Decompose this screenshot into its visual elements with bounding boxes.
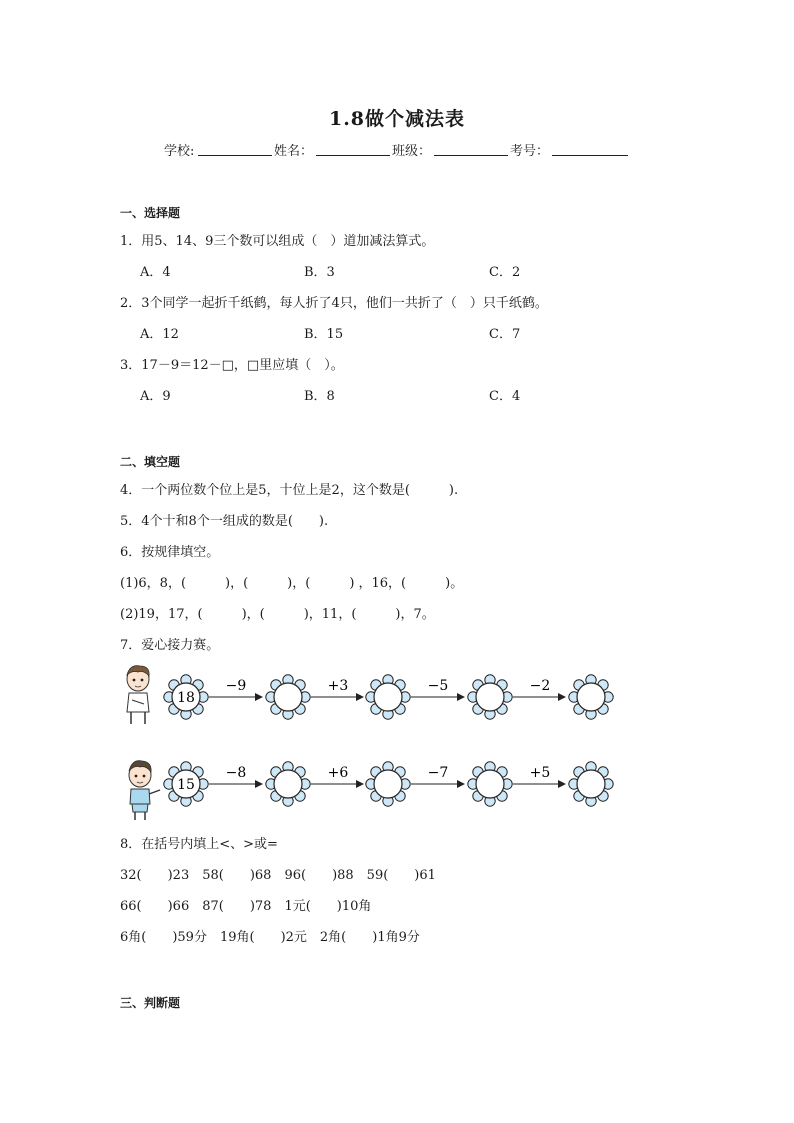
child-pointing-icon xyxy=(129,761,160,820)
question-3: 3．17－9＝12－□，□里应填（ ）。 xyxy=(120,358,344,373)
start-number-18: 18 xyxy=(177,690,195,706)
school-blank[interactable] xyxy=(198,155,272,156)
page-title: 1.8做个减法表 xyxy=(328,108,466,130)
q1-option-b[interactable]: B．3 xyxy=(304,265,335,280)
answer-flower-3[interactable] xyxy=(468,675,512,719)
q3-option-a[interactable]: A．9 xyxy=(140,389,171,404)
q1-option-a[interactable]: A．4 xyxy=(140,265,171,280)
number-label: 考号： xyxy=(510,144,550,159)
question-6-line-1: (1)6，8，( )，( )，( ) ，16，( )。 xyxy=(120,576,464,591)
relay-diagram xyxy=(118,660,628,820)
number-blank[interactable] xyxy=(552,155,628,156)
school-label: 学校: xyxy=(164,144,195,159)
q2-option-b[interactable]: B．15 xyxy=(304,327,344,342)
answer-flower-6[interactable] xyxy=(366,762,410,806)
operation-label: +3 xyxy=(327,678,349,694)
answer-flower-4[interactable] xyxy=(569,675,613,719)
answer-flower-5[interactable] xyxy=(266,762,310,806)
relay-row-1 xyxy=(164,675,613,719)
class-label: 班级： xyxy=(392,144,432,159)
question-8-line-1: 32( )23 58( )68 96( )88 59( )61 xyxy=(120,868,436,883)
question-4: 4．一个两位数个位上是5，十位上是2，这个数是( ). xyxy=(120,483,459,498)
q2-option-a[interactable]: A．12 xyxy=(140,327,179,342)
question-8-line-2: 66( )66 87( )78 1元( )10角 xyxy=(120,899,372,914)
q1-option-c[interactable]: C．2 xyxy=(489,265,521,280)
name-label: 姓名： xyxy=(274,144,314,159)
section-fill-heading: 二、填空题 xyxy=(120,455,181,469)
question-8: 8．在括号内填上<、>或= xyxy=(120,837,278,852)
answer-flower-2[interactable] xyxy=(366,675,410,719)
question-6-line-2: (2)19，17，( )，( )，11，( )，7。 xyxy=(120,607,435,622)
start-number-15: 15 xyxy=(177,777,195,793)
answer-flower-8[interactable] xyxy=(569,762,613,806)
child-thinking-icon xyxy=(127,666,149,724)
operation-label: −2 xyxy=(529,678,551,694)
question-1: 1．用5、14、9三个数可以组成（ ）道加减法算式。 xyxy=(120,234,435,249)
question-6: 6．按规律填空。 xyxy=(120,545,220,560)
operation-label: +6 xyxy=(327,765,349,781)
q2-option-c[interactable]: C．7 xyxy=(489,327,521,342)
question-5: 5．4个十和8个一组成的数是( ). xyxy=(120,514,329,529)
section-judge-heading: 三、判断题 xyxy=(120,996,181,1010)
class-blank[interactable] xyxy=(434,155,508,156)
answer-flower-1[interactable] xyxy=(266,675,310,719)
operation-label: +5 xyxy=(529,765,551,781)
operation-label: −5 xyxy=(427,678,449,694)
section-choice-heading: 一、选择题 xyxy=(120,206,181,220)
relay-row-2 xyxy=(164,762,613,806)
question-2: 2．3个同学一起折千纸鹤，每人折了4只，他们一共折了（ ）只千纸鹤。 xyxy=(120,296,548,311)
q3-option-c[interactable]: C．4 xyxy=(489,389,521,404)
operation-label: −8 xyxy=(225,765,247,781)
operation-label: −7 xyxy=(427,765,449,781)
name-blank[interactable] xyxy=(316,155,390,156)
operation-label: −9 xyxy=(225,678,247,694)
q3-option-b[interactable]: B．8 xyxy=(304,389,335,404)
question-8-line-3: 6角( )59分 19角( )2元 2角( )1角9分 xyxy=(120,930,420,945)
answer-flower-7[interactable] xyxy=(468,762,512,806)
question-7: 7．爱心接力赛。 xyxy=(120,638,220,653)
